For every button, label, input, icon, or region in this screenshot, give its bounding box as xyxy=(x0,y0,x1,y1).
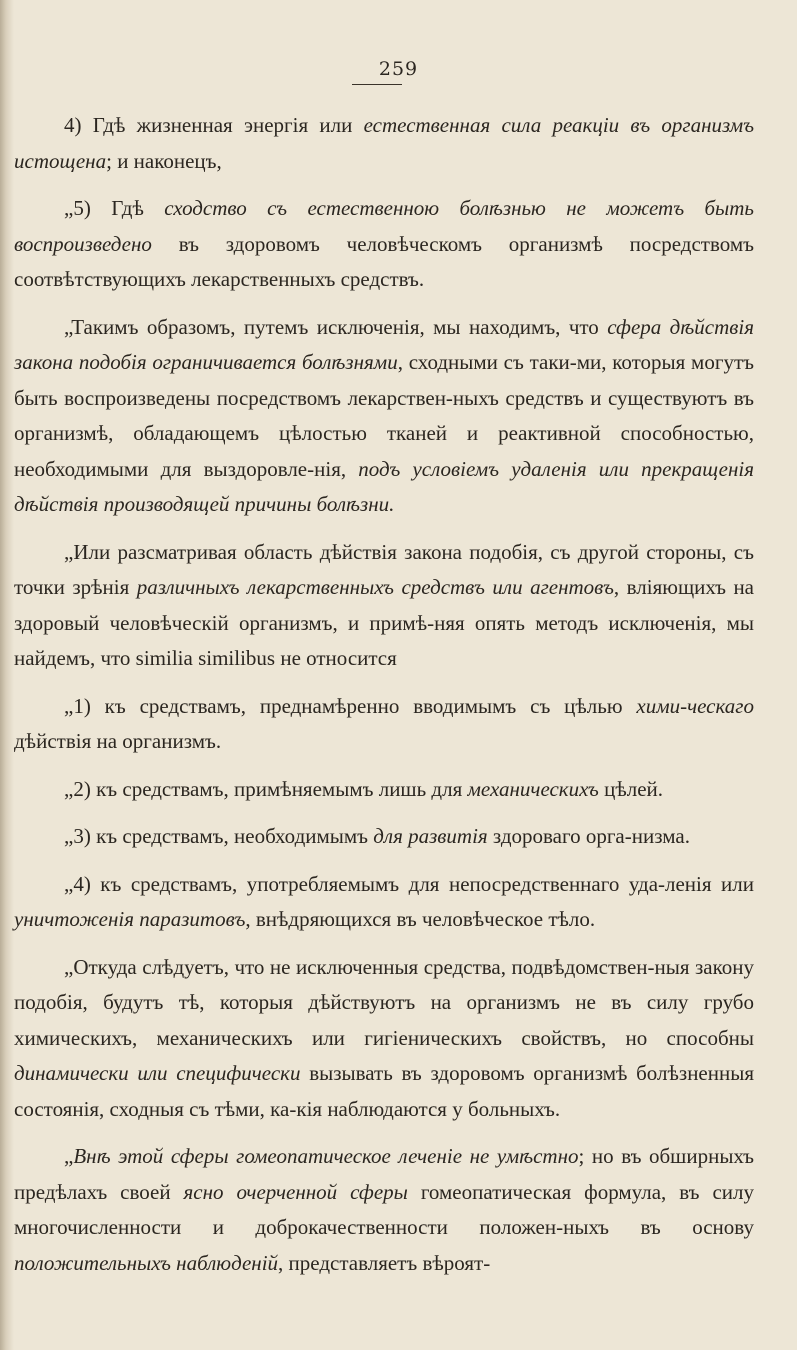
body-text xyxy=(14,108,754,1293)
page-number-rule xyxy=(352,84,402,85)
italic-run: Внѣ этой сферы гомеопатическое леченіе не умѣстно xyxy=(73,1144,579,1168)
paragraph xyxy=(14,819,754,855)
italic-run: естественная сила реакціи въ организмъ истощена xyxy=(14,113,754,173)
italic-run: хими-ческаго xyxy=(636,693,754,718)
text-run: „1) къ средствамъ, преднамѣренно вводимымъ съ цѣлью xyxy=(64,693,637,718)
text-run: „Такимъ образомъ, путемъ исключенія, мы находимъ, что xyxy=(64,314,608,339)
text-run: 4) Гдѣ жизненная энергія или xyxy=(64,113,364,137)
paragraph xyxy=(14,1139,754,1281)
italic-run: механическихъ xyxy=(467,776,599,801)
text-run: , вліяющихъ на здоровый человѣческій организмъ, и примѣ-няя опять методъ исключенія, мы найдемъ, что similia similibus не относится xyxy=(14,575,754,670)
text-run: „4) къ средствамъ, употребляемымъ для непосредственнаго уда-ленія или xyxy=(64,871,754,896)
italic-run: уничтоженія паразитовъ xyxy=(14,907,246,931)
text-run: въ здоровомъ человѣческомъ организмѣ посредствомъ соотвѣтствующихъ лекарственныхъ средствъ. xyxy=(14,231,754,291)
text-run: цѣлей. xyxy=(598,776,664,801)
text-run: , внѣдряющихся въ человѣческое тѣло. xyxy=(245,907,596,931)
paragraph xyxy=(14,950,754,1128)
text-run: „Откуда слѣдуетъ, что не исключенныя средства, подвѣдомствен-ныя закону подобія, будутъ тѣ, которыя дѣйствуютъ на организмъ не въ силу грубо химическихъ, механическихъ или гигіеническихъ свойствъ, но способны xyxy=(14,954,754,1050)
text-run: гомеопатическая формула, въ силу многочисленности и доброкачественности положен-ныхъ въ основу xyxy=(14,1179,754,1239)
text-run: ; но въ обширныхъ предѣлахъ своей xyxy=(14,1144,754,1204)
italic-run: ясно очерченной сферы xyxy=(183,1179,408,1204)
page-gutter-shadow xyxy=(0,0,14,1350)
paragraph xyxy=(14,310,754,523)
text-run: вызывать въ здоровомъ организмѣ болѣзненныя состоянія, сходныя съ тѣми, ка-кія наблюдаются у больныхъ. xyxy=(14,1061,754,1121)
italic-run: подъ условіемъ удаленія или прекращенія дѣйствія производящей причины болѣзни. xyxy=(14,456,754,516)
page-number: 259 xyxy=(378,58,419,80)
paragraph xyxy=(14,535,754,677)
paragraph xyxy=(14,867,754,938)
italic-run: динамически или специфически xyxy=(14,1061,301,1085)
text-run: , сходными съ таки-ми, которыя могутъ быть воспроизведены посредствомъ лекарствен-ныхъ средствъ и существуютъ въ организмѣ, обладающемъ цѣлостью тканей и реактивной способностью, необходимыми для выздоровле-нія, xyxy=(14,350,754,481)
italic-run: сфера дѣйствія закона подобія ограничивается болѣзнями xyxy=(14,314,755,374)
text-run: дѣйствія на организмъ. xyxy=(14,729,222,753)
paragraph xyxy=(14,108,754,179)
text-run: „3) къ средствамъ, необходимымъ xyxy=(64,824,374,848)
text-run: здороваго орга-низма. xyxy=(487,824,690,848)
italic-run: сходство съ естественною болѣзнью не можетъ быть воспроизведено xyxy=(14,196,754,256)
italic-run: положительныхъ наблюденій xyxy=(14,1250,279,1275)
paragraph xyxy=(14,689,754,760)
text-run: „Или разсматривая область дѣйствія закона подобія, съ другой стороны, съ точки зрѣнія xyxy=(14,539,754,599)
text-run: , представляетъ вѣроят- xyxy=(278,1250,491,1275)
italic-run: различныхъ лекарственныхъ средствъ или агентовъ xyxy=(136,575,614,599)
text-run: „5) Гдѣ xyxy=(64,196,165,220)
text-run: „ xyxy=(64,1144,74,1168)
paragraph xyxy=(14,191,754,298)
paragraph xyxy=(14,772,754,808)
text-run: „2) къ средствамъ, примѣняемымъ лишь для xyxy=(64,776,468,801)
text-run: ; и наконецъ, xyxy=(106,148,222,173)
italic-run: для развитія xyxy=(373,824,488,848)
